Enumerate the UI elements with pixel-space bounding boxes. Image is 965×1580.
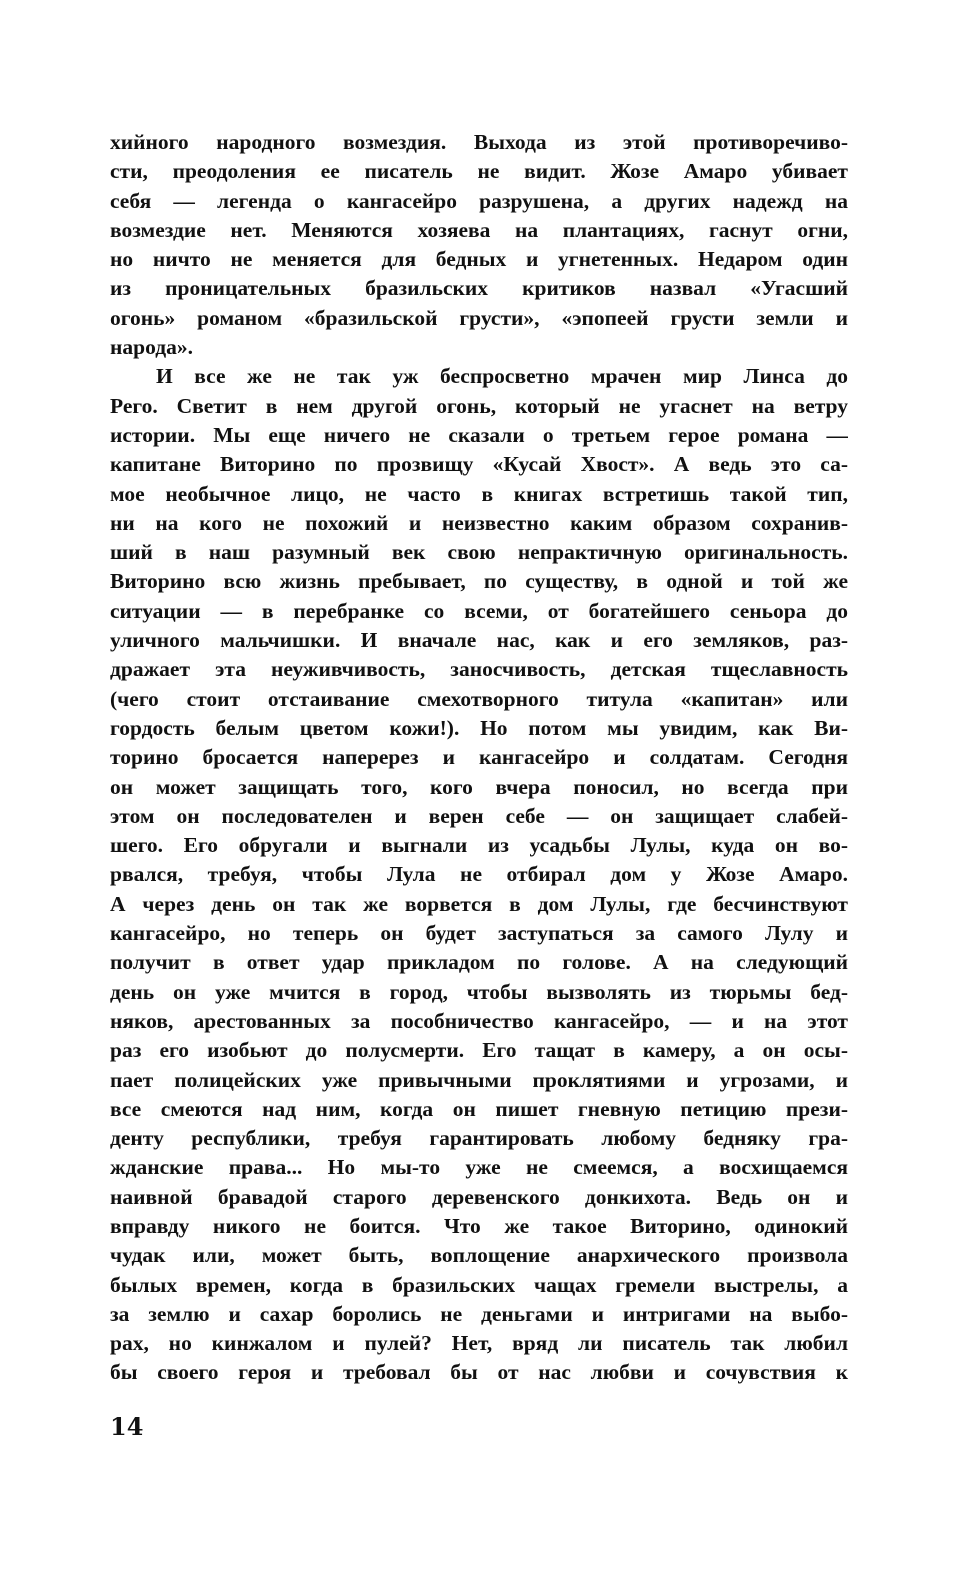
text-line: этом он последователен и верен себе — он защищает слабей- [110,803,848,828]
text-line: получит в ответ удар прикладом по голове. А на следующий [110,950,848,975]
text-line: ший в наш разумный век свою непрактичную оригинальность. [110,540,848,565]
text-line: ситуации — в перебранке со всеми, от богатейшего сеньора до [110,598,848,623]
text-line: раз его изобьют до полусмерти. Его тащат в камеру, а он осы- [110,1038,848,1063]
body-text [110,128,848,1388]
text-line: Рего. Светит в нем другой огонь, который не угаснет на ветру [110,393,848,418]
paragraph-end-line: народа». [110,335,193,360]
text-line: ни на кого не похожий и неизвестно каким образом сохранив- [110,510,848,535]
text-line: пает полицейских уже привычными проклятиями и угрозами, и [110,1067,848,1092]
text-line: истории. Мы еще ничего не сказали о третьем герое романа — [110,422,848,447]
text-line: Виторино всю жизнь пребывает, по существу, в одной и той же [110,569,848,594]
text-line: сти, преодоления ее писатель не видит. Жозе Амаро убивает [110,159,848,184]
text-line: из проницательных бразильских критиков назвал «Угасший [110,276,848,301]
text-line: вправду никого не боится. Что же такое Виторино, одинокий [110,1213,848,1238]
text-line: няков, арестованных за пособничество кангасейро, — и на этот [110,1008,848,1033]
text-line: былых времен, когда в бразильских чащах гремели выстрелы, а [110,1272,848,1297]
text-line: но ничто не меняется для бедных и угнетенных. Недаром один [110,247,848,272]
paragraph-start-line: И все же не так уж беспросветно мрачен мир Линса до [156,364,848,389]
text-line: денту республики, требуя гарантировать любому бедняку гра- [110,1126,848,1151]
text-line: чудак или, может быть, воплощение анархического произвола [110,1243,848,1268]
text-line: за землю и сахар боролись не деньгами и интригами на выбо- [110,1301,848,1326]
text-line: огонь» романом «бразильской грусти», «эпопеей грусти земли и [110,305,848,330]
text-line: (чего стоит отстаивание смехотворного титула «капитан» или [110,686,848,711]
text-line: мое необычное лицо, не часто в книгах встретишь такой тип, [110,481,848,506]
text-line: рвался, требуя, чтобы Лула не отбирал дом у Жозе Амаро. [110,862,848,887]
text-line: наивной бравадой старого деревенского донкихота. Ведь он и [110,1184,848,1209]
text-line: торино бросается наперерез и кангасейро и солдатам. Сегодня [110,745,848,770]
text-line: хийного народного возмездия. Выхода из этой противоречиво- [110,130,848,154]
text-line: рах, но кинжалом и пулей? Нет, вряд ли писатель так любил [110,1331,848,1356]
text-line: гордость белым цветом кожи!). Но потом мы увидим, как Ви- [110,715,848,740]
text-line: шего. Его обругали и выгнали из усадьбы Лулы, куда он во- [110,833,848,858]
text-line: уличного мальчишки. И вначале нас, как и его земляков, раз- [110,628,848,653]
text-line: он может защищать того, кого вчера поносил, но всегда при [110,774,848,799]
text-line: бы своего героя и требовал бы от нас любви и сочувствия к [110,1360,848,1385]
text-line: жданские права... Но мы-то уже не смеемся, а восхищаемся [110,1155,848,1180]
text-line: кангасейро, но теперь он будет заступаться за самого Лулу и [110,921,848,946]
text-line: себя — легенда о кангасейро разрушена, а других надежд на [110,188,848,213]
text-line: А через день он так же ворвется в дом Лулы, где бесчинствуют [110,891,848,916]
text-line: капитане Виторино по прозвищу «Кусай Хвост». А ведь это са- [110,452,848,477]
text-line: день он уже мчится в город, чтобы вызволять из тюрьмы бед- [110,979,848,1004]
text-line: возмездие нет. Меняются хозяева на плантациях, гаснут огни, [110,217,848,242]
page-number: 14 [110,1412,144,1441]
text-line: дражает эта неуживчивость, заносчивость, детская тщеславность [110,657,848,682]
text-line: все смеются над ним, когда он пишет гневную петицию прези- [110,1096,848,1121]
